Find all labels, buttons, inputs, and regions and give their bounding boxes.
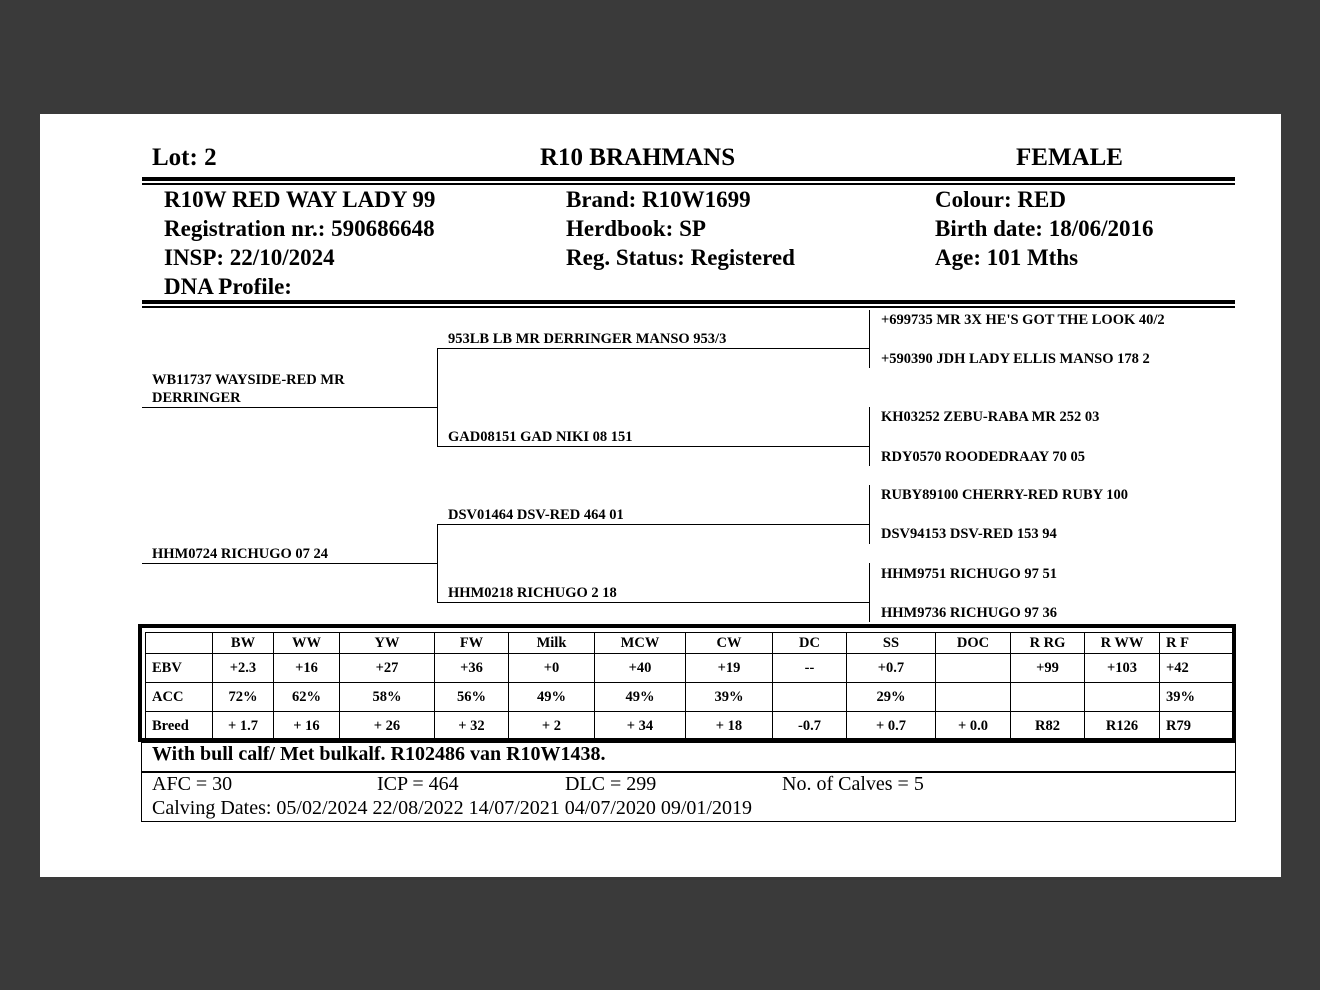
- ebv-cell: + 32: [435, 712, 509, 741]
- dam-line: [142, 563, 437, 564]
- pedigree-dss: RUBY89100 CHERRY-RED RUBY 100: [881, 487, 1128, 503]
- ebv-cell: + 34: [595, 712, 686, 741]
- ebv-cell: 49%: [595, 683, 686, 712]
- ebv-cell: + 2: [509, 712, 595, 741]
- ebv-cell: R126: [1085, 712, 1160, 741]
- ebv-cell: + 18: [686, 712, 773, 741]
- pedigree-sds: KH03252 ZEBU-RABA MR 252 03: [881, 409, 1100, 425]
- ebv-cell: 39%: [686, 683, 773, 712]
- ebv-cell: 29%: [847, 683, 936, 712]
- ebv-table: [145, 632, 1233, 741]
- ss-line: [437, 348, 869, 349]
- pedigree-dam-dam: HHM0218 RICHUGO 2 18: [448, 585, 617, 601]
- ebv-cell: 72%: [213, 683, 274, 712]
- ebv-col-header: R F: [1160, 633, 1233, 654]
- ebv-col-header: DC: [773, 633, 847, 654]
- ebv-cell: +27: [340, 654, 435, 683]
- ebv-cell: 49%: [509, 683, 595, 712]
- ebv-col-header: YW: [340, 633, 435, 654]
- header-rule-thick: [142, 177, 1235, 181]
- ebv-cell: +2.3: [213, 654, 274, 683]
- pedigree-sire: WB11737 WAYSIDE-RED MR DERRINGER: [152, 372, 345, 406]
- pedigree-ssd: +590390 JDH LADY ELLIS MANSO 178 2: [881, 351, 1150, 367]
- ebv-cell: + 0.7: [847, 712, 936, 741]
- pedigree-sire-dam: GAD08151 GAD NIKI 08 151: [448, 429, 633, 445]
- ebv-row: [146, 654, 1233, 683]
- colour: Colour: RED: [935, 187, 1066, 212]
- pedigree-sire-sire: 953LB LB MR DERRINGER MANSO 953/3: [448, 331, 727, 347]
- ebv-cell: 58%: [340, 683, 435, 712]
- ebv-cell: +19: [686, 654, 773, 683]
- ebv-cell: [1085, 683, 1160, 712]
- ebv-cell: + 16: [274, 712, 340, 741]
- ebv-row-label: EBV: [146, 654, 213, 683]
- ebv-cell: + 26: [340, 712, 435, 741]
- dna-profile: DNA Profile:: [164, 274, 292, 299]
- sd-line: [437, 446, 869, 447]
- pedigree-dds: HHM9751 RICHUGO 97 51: [881, 566, 1058, 582]
- ebv-col-header: R RG: [1011, 633, 1085, 654]
- ebv-cell: +16: [274, 654, 340, 683]
- birth-date: Birth date: 18/06/2016: [935, 216, 1154, 241]
- ebv-cell: [936, 654, 1011, 683]
- age: Age: 101 Mths: [935, 245, 1079, 270]
- afc-value: AFC = 30: [152, 773, 233, 795]
- pedigree-dam: HHM0724 RICHUGO 07 24: [152, 546, 329, 562]
- brand: Brand: R10W1699: [566, 187, 751, 212]
- ebv-cell: +99: [1011, 654, 1085, 683]
- ds-line: [437, 524, 869, 525]
- ebv-cell: +0.7: [847, 654, 936, 683]
- sd-bracket: [869, 407, 870, 466]
- ebv-header-row: [146, 633, 1233, 654]
- ebv-cell: [1011, 683, 1085, 712]
- ebv-col-header: MCW: [595, 633, 686, 654]
- ebv-cell: +103: [1085, 654, 1160, 683]
- breeder-name: R10 BRAHMANS: [540, 144, 736, 171]
- icp-value: ICP = 464: [377, 773, 459, 795]
- remarks-text: With bull calf/ Met bulkalf. R102486 van R10W1438.: [152, 743, 606, 765]
- ebv-cell: -0.7: [773, 712, 847, 741]
- ebv-col-header: BW: [213, 633, 274, 654]
- dam-bracket: [437, 524, 438, 603]
- ebv-cell: + 1.7: [213, 712, 274, 741]
- pedigree-ddd: HHM9736 RICHUGO 97 36: [881, 605, 1058, 621]
- ebv-cell: R82: [1011, 712, 1085, 741]
- ebv-col-header: Milk: [509, 633, 595, 654]
- pedigree-sss: +699735 MR 3X HE'S GOT THE LOOK 40/2: [881, 312, 1165, 328]
- animal-sex: FEMALE: [1016, 144, 1123, 171]
- ebv-row-label: Breed: [146, 712, 213, 741]
- registration-number: Registration nr.: 590686648: [164, 216, 435, 241]
- ebv-cell: [773, 683, 847, 712]
- sire-line: [142, 407, 437, 408]
- breed-row: [146, 712, 1233, 741]
- ebv-cell: + 0.0: [936, 712, 1011, 741]
- ebv-col-header: DOC: [936, 633, 1011, 654]
- number-of-calves: No. of Calves = 5: [782, 773, 924, 795]
- info-rule-thin: [142, 306, 1235, 308]
- animal-name: R10W RED WAY LADY 99: [164, 187, 436, 212]
- ebv-cell: +0: [509, 654, 595, 683]
- ds-bracket: [869, 485, 870, 544]
- calving-dates: Calving Dates: 05/02/2024 22/08/2022 14/07/2021 04/07/2020 09/01/2019: [152, 797, 752, 819]
- ebv-cell: +36: [435, 654, 509, 683]
- ebv-col-header: SS: [847, 633, 936, 654]
- dd-line: [437, 602, 869, 603]
- ss-bracket: [869, 310, 870, 368]
- ebv-cell: +42: [1160, 654, 1233, 683]
- ebv-col-header: CW: [686, 633, 773, 654]
- ebv-cell: +40: [595, 654, 686, 683]
- dd-bracket: [869, 563, 870, 622]
- lot-number: Lot: 2: [152, 144, 217, 171]
- ebv-cell: --: [773, 654, 847, 683]
- ebv-col-header: [146, 633, 213, 654]
- ebv-col-header: R WW: [1085, 633, 1160, 654]
- pedigree-dsd: DSV94153 DSV-RED 153 94: [881, 526, 1057, 542]
- ebv-cell: 62%: [274, 683, 340, 712]
- info-rule-thick: [142, 300, 1235, 304]
- ebv-cell: 56%: [435, 683, 509, 712]
- ebv-cell: [936, 683, 1011, 712]
- pedigree-dam-sire: DSV01464 DSV-RED 464 01: [448, 507, 624, 523]
- acc-row: [146, 683, 1233, 712]
- inspection-date: INSP: 22/10/2024: [164, 245, 335, 270]
- ebv-cell: 39%: [1160, 683, 1233, 712]
- registration-status: Reg. Status: Registered: [566, 245, 795, 270]
- ebv-cell: R79: [1160, 712, 1233, 741]
- ebv-col-header: WW: [274, 633, 340, 654]
- pedigree-sdd: RDY0570 ROODEDRAAY 70 05: [881, 449, 1085, 465]
- ebv-col-header: FW: [435, 633, 509, 654]
- sire-bracket: [437, 348, 438, 446]
- herdbook: Herdbook: SP: [566, 216, 706, 241]
- dlc-value: DLC = 299: [565, 773, 657, 795]
- ebv-row-label: ACC: [146, 683, 213, 712]
